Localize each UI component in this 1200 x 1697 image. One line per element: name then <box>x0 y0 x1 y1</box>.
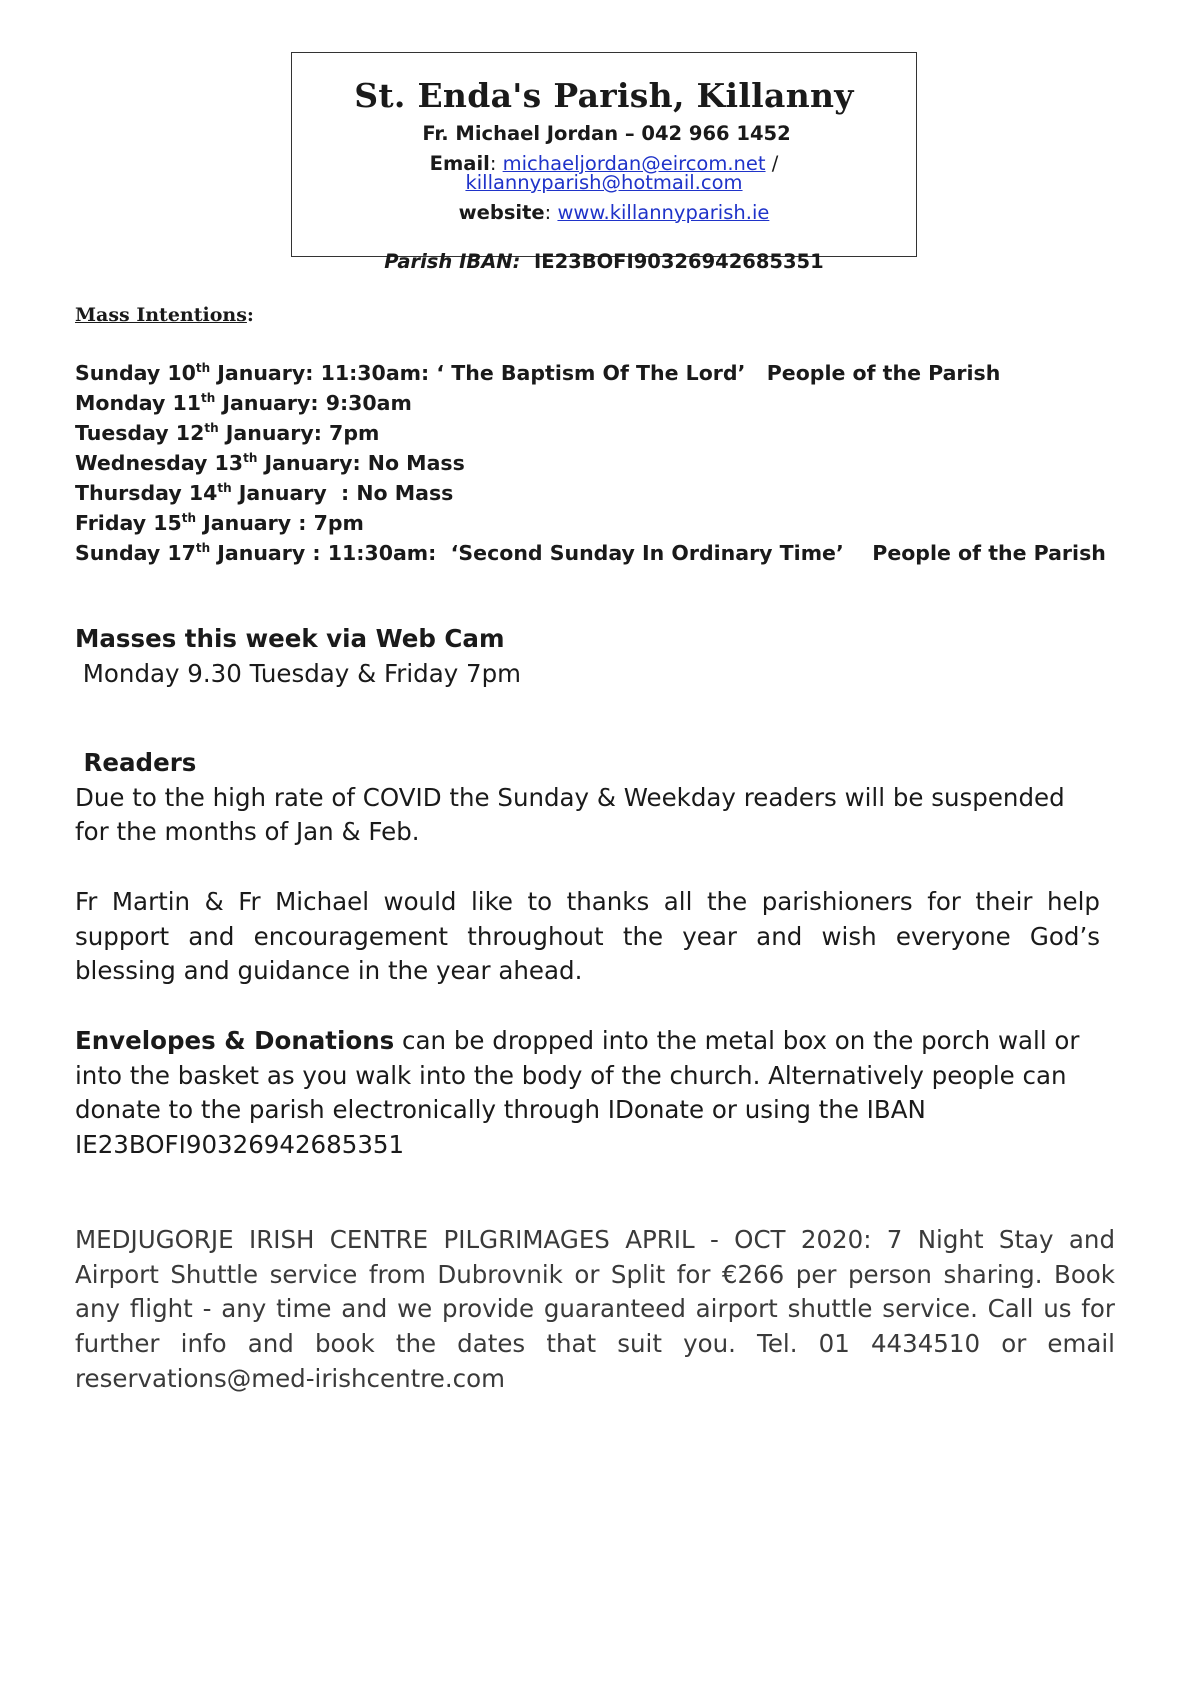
donations-heading: Envelopes & Donations <box>75 1026 395 1055</box>
iban-label: Parish IBAN: <box>384 250 521 273</box>
mass-row: Wednesday 13th January: No Mass <box>75 451 465 475</box>
parish-iban-line <box>292 252 916 272</box>
readers-text: Due to the high rate of COVID the Sunday & Weekday readers will be suspended for the months of Jan & Feb. <box>75 782 1065 847</box>
iban-value: IE23BOFI90326942685351 <box>534 250 824 273</box>
mass-row: Thursday 14th January : No Mass <box>75 481 454 505</box>
webcam-times: Monday 9.30 Tuesday & Friday 7pm <box>75 658 522 688</box>
parish-header-box <box>291 52 917 273</box>
thanks-paragraph: Fr Martin & Fr Michael would like to thanks all the parishioners for their help support and encouragement throughout the year and wish everyone God’s blessing and guidance in the year ahead. <box>75 887 1100 986</box>
mass-row: Tuesday 12th January: 7pm <box>75 421 380 445</box>
website-label: website <box>458 200 545 224</box>
mass-intentions-list <box>75 358 1125 568</box>
parish-title: St. Enda's Parish, Killanny <box>354 76 854 115</box>
mass-intentions-heading: Mass Intentions: <box>75 304 254 326</box>
email-label: Email <box>429 151 490 175</box>
webcam-heading: Masses this week via Web Cam <box>75 624 505 653</box>
donations-paragraph <box>75 1024 1100 1163</box>
readers-heading: Readers <box>75 748 197 777</box>
webcam-section <box>75 622 1100 691</box>
mass-row: Friday 15th January : 7pm <box>75 511 364 535</box>
email-separator: / <box>765 151 779 175</box>
mass-row: Monday 11th January: 9:30am <box>75 391 412 415</box>
email-link-1[interactable]: michaeljordan@eircom.net <box>502 151 766 175</box>
priest-contact: Fr. Michael Jordan – 042 966 1452 <box>422 122 791 145</box>
email-link-2[interactable]: killannyparish@hotmail.com <box>465 171 743 194</box>
email-line: Email: michaeljordan@eircom.net / killannyparish@hotmail.com <box>429 151 779 194</box>
mass-row: Sunday 10th January: 11:30am: ‘ The Baptism Of The Lord’ People of the Parish <box>75 361 1001 385</box>
website-line: website: www.killannyparish.ie <box>458 200 770 224</box>
medjugorje-advert: MEDJUGORJE IRISH CENTRE PILGRIMAGES APRIL - OCT 2020: 7 Night Stay and Airport Shuttle service from Dubrovnik or Split for €266 per person sharing. Book any flight - any time and we provide guaranteed airport shuttle service. Call us for further info and book the dates that suit you. Tel. 01 4434510 or email reservations@med-irishcentre.com <box>75 1225 1115 1393</box>
donations-text: can be dropped into the metal box on the porch wall or into the basket as you walk into the body of the church. Alternatively people can donate to the parish electronically through IDonate or using the IBAN IE23BOFI90326942685351 <box>75 1026 1080 1160</box>
readers-section <box>75 746 1100 850</box>
mass-row: Sunday 17th January : 11:30am: ‘Second Sunday In Ordinary Time’ People of the Parish <box>75 541 1106 565</box>
website-link[interactable]: www.killannyparish.ie <box>557 200 770 224</box>
